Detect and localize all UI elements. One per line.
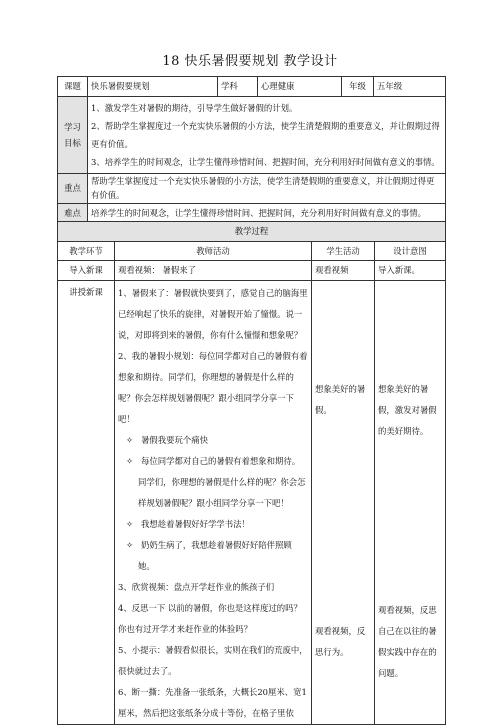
teacher-step: 1、暑假来了：暑假就快要到了，感觉自己的脑海里已经响起了快乐的旋律，对暑假开始了憧憬。说一说，对即将到来的暑假，你有什么憧憬和想象呢？ [118,287,308,340]
intro-stage: 导入新课 [58,261,115,281]
bullet-text: 我想趁着暑假好好学学书法！ [141,518,250,529]
intro-student: 观看视频 [312,261,375,281]
lecture-stage: 讲授新课 [58,280,115,724]
diamond-bullet-icon: ✧ [126,434,134,445]
teacher-step: 4、反思一下 以前的暑假，你也是这样度过的吗？你也有过开学才来赶作业的体验吗？ [118,602,302,634]
diamond-bullet-icon: ✧ [126,518,134,529]
lecture-teacher [115,280,312,724]
objective-item: 2、帮助学生掌握度过一个充实快乐暑假的小方法，使学生清楚假期的重要意义，并让假期过得更有价值。 [91,120,440,149]
intro-intent: 导入新课。 [375,261,446,281]
key-point-label: 重点 [58,173,88,203]
objectives-label-text: 学习目标 [64,121,81,148]
bullet-text: 暑假我要玩个痛快 [141,434,209,445]
teacher-step: 6、断一撕：先准备一张纸条，大概长20厘米、宽1厘米，然后把这张纸条分成十等份，在格子里依 [118,686,307,718]
column-header-row [58,241,446,261]
bullet-item [118,535,308,577]
design-intent: 想象美好的暑假，激发对暑假的美好期待。 [378,383,437,436]
objective-item: 3、培养学生的时间观念，让学生懂得珍惜时间、把握时间，充分利用好时间做有意义的事情。 [91,156,440,167]
col-intent: 设计意图 [375,241,446,261]
col-student: 学生活动 [312,241,375,261]
student-activity: 想象美好的暑假。 [315,383,366,415]
diamond-bullet-icon: ✧ [126,539,134,550]
bullet-item [118,451,308,514]
intro-teacher: 观看视频： 暑假来了 [115,261,312,281]
col-stage: 教学环节 [58,241,115,261]
difficulty-text: 培养学生的时间观念，让学生懂得珍惜时间、把握时间，充分利用好时间做有意义的事情。 [88,203,446,223]
teaching-process-table [57,221,446,725]
teacher-step: 2、我的暑假小规划：每位同学都对自己的暑假有着想象和期待。同学们，你理想的暑假是什么样的呢？你会怎样规划暑假呢？跟小组同学分享一下吧！ [118,350,308,424]
bullet-item [118,514,308,535]
diamond-bullet-icon: ✧ [126,455,134,466]
lesson-info-table [57,76,446,223]
difficulty-label: 难点 [58,203,88,223]
process-header: 教学过程 [58,222,446,242]
process-header-row [58,222,446,242]
lecture-student [312,280,375,724]
intro-row [58,261,446,281]
subject-value: 心理健康 [258,77,342,97]
lecture-row [58,280,446,724]
info-row [58,77,446,97]
teacher-step: 3、欣赏视频：盘点开学赶作业的熊孩子们 [118,581,275,592]
grade-value: 五年级 [374,77,446,97]
subject-label: 学科 [218,77,258,97]
bullet-text: 每位同学都对自己的暑假有着想象和期待。同学们，你理想的暑假是什么样的呢？你会怎样规划暑假呢？跟小组同学分享一下吧！ [138,455,306,508]
key-point-row [58,173,446,203]
objectives-label [58,96,88,173]
difficulty-row [58,203,446,223]
student-activity: 观看视频，反思行为。 [315,625,366,657]
design-intent: 观看视频，反思自己在以往的暑假实践中存在的问题。 [378,604,437,678]
key-point-text: 帮助学生掌握度过一个充实快乐暑假的小方法，使学生清楚假期的重要意义，并让假期过得更有价值。 [88,173,446,203]
teacher-step: 5、小提示：暑假看似很长，实则在我们的荒废中，很快就过去了。 [118,644,308,676]
objective-item: 1、激发学生对暑假的期待，引导学生做好暑假的计划。 [91,102,298,113]
bullet-item [118,430,308,451]
objectives-list [88,96,446,173]
topic-label: 课题 [58,77,88,97]
topic-value: 快乐暑假要规划 [88,77,218,97]
objectives-row [58,96,446,173]
page-title: 18 快乐暑假要规划 教学设计 [162,54,338,69]
bullet-text: 奶奶生病了，我想趁着暑假好好陪伴照顾她。 [138,539,292,571]
lecture-intent [375,280,446,724]
grade-label: 年级 [342,77,374,97]
col-teacher: 教师活动 [115,241,312,261]
